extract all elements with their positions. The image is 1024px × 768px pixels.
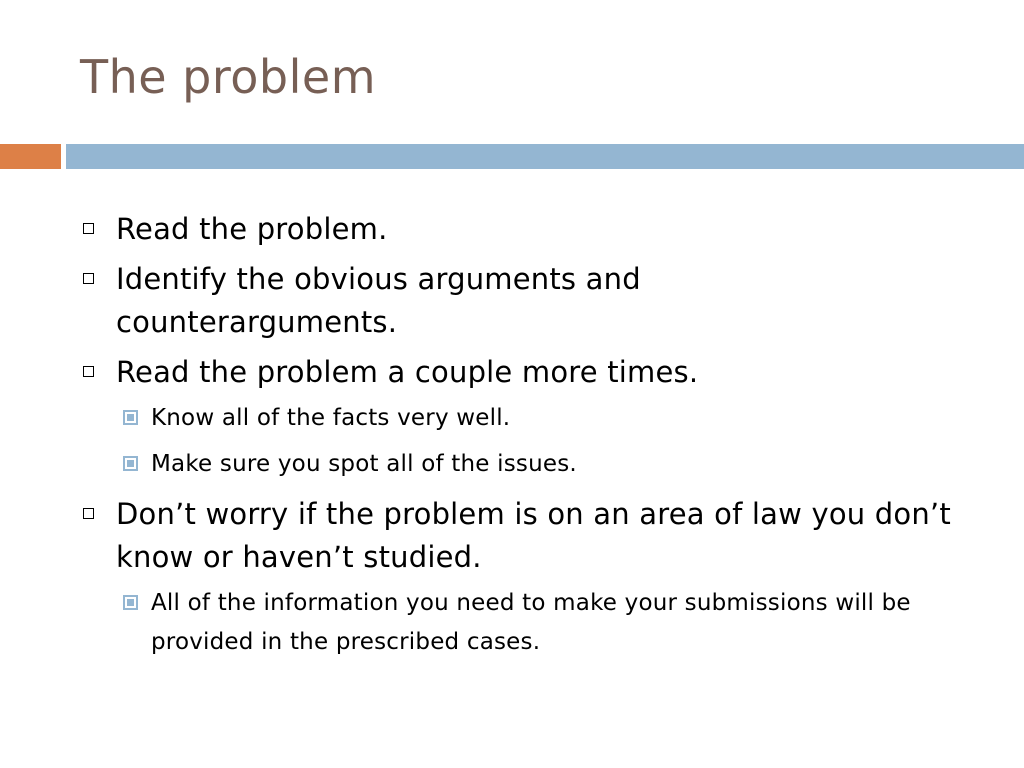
hollow-square-bullet-icon bbox=[83, 366, 94, 377]
bullet-item bbox=[80, 493, 1021, 579]
bullet-item bbox=[80, 208, 716, 251]
bullet-item bbox=[80, 258, 736, 344]
filled-square-bullet-icon bbox=[123, 410, 138, 425]
accent-bar-orange bbox=[0, 144, 61, 169]
bullet-text: Read the problem. bbox=[116, 212, 388, 246]
sub-bullet-item bbox=[80, 399, 985, 438]
slide-title: The problem bbox=[80, 50, 377, 104]
bullet-text: Read the problem a couple more times. bbox=[116, 355, 699, 389]
bullet-text: Don’t worry if the problem is on an area of law you don’t know or haven’t studied. bbox=[116, 497, 951, 574]
sub-bullet-text: Know all of the facts very well. bbox=[151, 405, 511, 431]
sub-bullet-text: Make sure you spot all of the issues. bbox=[151, 451, 577, 477]
hollow-square-bullet-icon bbox=[83, 508, 94, 519]
accent-bar-blue bbox=[66, 144, 1024, 169]
sub-bullet-item bbox=[80, 584, 931, 662]
bullet-item bbox=[80, 351, 985, 394]
sub-bullet-item bbox=[80, 445, 985, 484]
bullet-text: Identify the obvious arguments and counterarguments. bbox=[116, 262, 641, 339]
sub-bullet-text: All of the information you need to make your submissions will be provided in the prescribed cases. bbox=[151, 590, 911, 655]
bullet-list bbox=[80, 208, 985, 671]
filled-square-bullet-icon bbox=[123, 456, 138, 471]
filled-square-bullet-icon bbox=[123, 595, 138, 610]
hollow-square-bullet-icon bbox=[83, 223, 94, 234]
hollow-square-bullet-icon bbox=[83, 273, 94, 284]
